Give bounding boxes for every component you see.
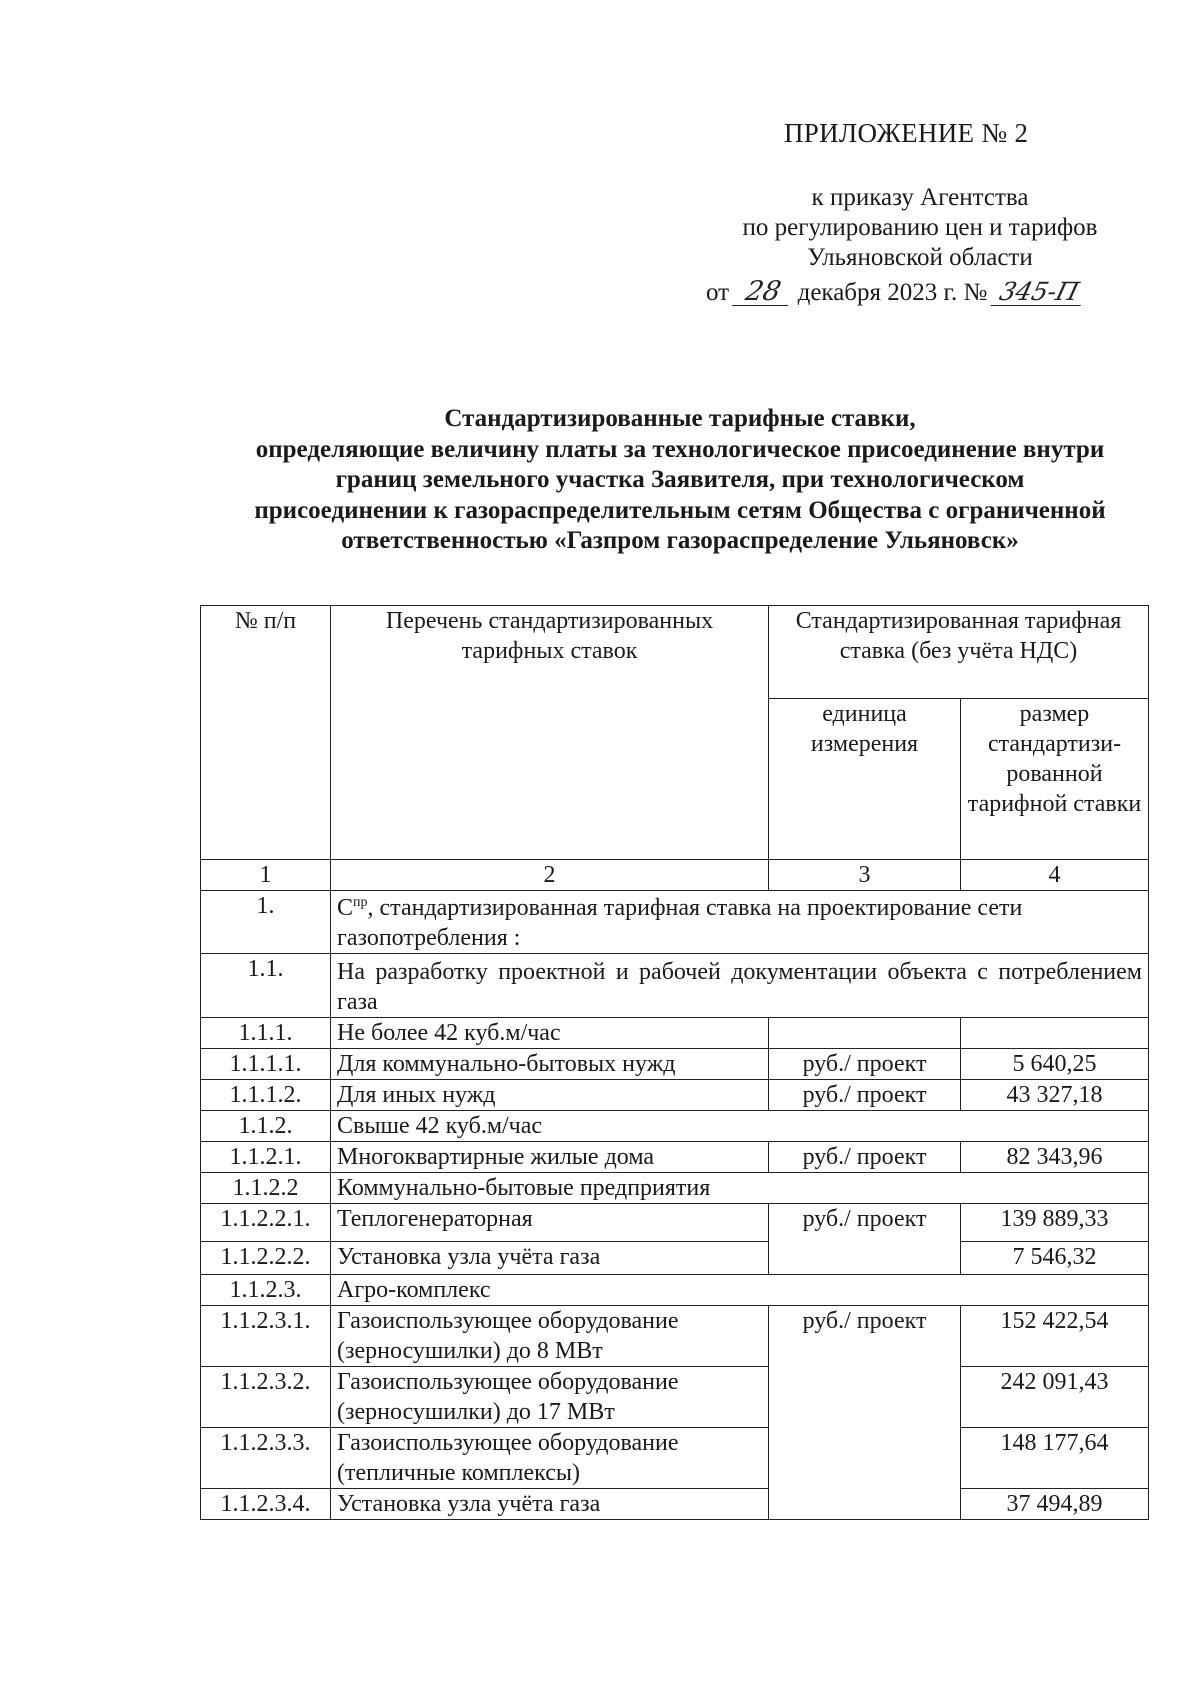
header-size: размер стандартизи- рованной тарифной ставки bbox=[961, 699, 1149, 860]
title-line2: определяющие величину платы за технологическое присоединение внутри bbox=[255, 435, 1105, 463]
row-unit: руб./ проект bbox=[769, 1080, 961, 1111]
column-number-row bbox=[201, 860, 1149, 891]
row-value: 5 640,25 bbox=[961, 1049, 1149, 1080]
row-value: 37 494,89 bbox=[961, 1489, 1149, 1520]
header-unit: единица измерения bbox=[769, 699, 961, 860]
order-date-line bbox=[706, 276, 1084, 307]
row-name: Газоиспользующее оборудование (тепличные комплексы) bbox=[331, 1428, 769, 1489]
table-row bbox=[201, 1111, 1149, 1142]
row-num: 1.1.2. bbox=[201, 1111, 331, 1142]
row-num: 1.1.2.3. bbox=[201, 1275, 331, 1306]
sec1-c: С bbox=[337, 895, 354, 921]
row-name: Установка узла учёта газа bbox=[331, 1242, 769, 1275]
table-row bbox=[201, 1489, 1149, 1520]
row-name: Не более 42 куб.м/час bbox=[331, 1018, 769, 1049]
handwritten-day: 28 bbox=[732, 279, 794, 306]
row-num: 1.1. bbox=[201, 954, 331, 1018]
sec1-body: , стандартизированная тарифная ставка на проектирование сети газопотребления : bbox=[337, 895, 1023, 951]
row-name: Агро-комплекс bbox=[331, 1275, 1149, 1306]
row-num: 1.1.2.3.4. bbox=[201, 1489, 331, 1520]
header-list: Перечень стандартизированных тарифных ставок bbox=[331, 606, 769, 860]
row-name: Для иных нужд bbox=[331, 1080, 769, 1111]
section-11-text: На разработку проектной и рабочей документации объекта с потреблением газа bbox=[331, 954, 1149, 1018]
row-name: Установка узла учёта газа bbox=[331, 1489, 769, 1520]
row-unit: руб./ проект bbox=[769, 1049, 961, 1080]
row-name: Газоиспользующее оборудование (зерносушилки) до 8 МВт bbox=[331, 1306, 769, 1367]
row-value: 82 343,96 bbox=[961, 1142, 1149, 1173]
table-row bbox=[201, 1049, 1149, 1080]
table-row bbox=[201, 1173, 1149, 1204]
row-num: 1.1.2.3.2. bbox=[201, 1367, 331, 1428]
order-reference bbox=[690, 183, 1150, 273]
table-row bbox=[201, 1018, 1149, 1049]
colnum-4: 4 bbox=[961, 860, 1149, 891]
colnum-1: 1 bbox=[201, 860, 331, 891]
row-num: 1.1.2.2 bbox=[201, 1173, 331, 1204]
row-unit: руб./ проект bbox=[769, 1204, 961, 1275]
header-row bbox=[201, 606, 1149, 699]
row-name: Газоиспользующее оборудование (зерносушилки) до 17 МВт bbox=[331, 1367, 769, 1428]
order-ref-line2: по регулированию цен и тарифов bbox=[742, 214, 1098, 241]
row-name: Многоквартирные жилые дома bbox=[331, 1142, 769, 1173]
appendix-title: ПРИЛОЖЕНИЕ № 2 bbox=[784, 118, 1029, 148]
table-row bbox=[201, 1080, 1149, 1111]
row-num: 1.1.1. bbox=[201, 1018, 331, 1049]
title-line3: границ земельного участка Заявителя, при технологическом bbox=[335, 466, 1025, 493]
order-ref-line3: Ульяновской области bbox=[807, 244, 1033, 271]
row-name: Для коммунально-бытовых нужд bbox=[331, 1049, 769, 1080]
table-row bbox=[201, 1367, 1149, 1428]
row-num: 1.1.2.3.1. bbox=[201, 1306, 331, 1367]
header-rate: Стандартизированная тарифная ставка (без учёта НДС) bbox=[769, 606, 1149, 699]
row-num: 1. bbox=[201, 891, 331, 954]
row-value: 7 546,32 bbox=[961, 1242, 1149, 1275]
row-value: 139 889,33 bbox=[961, 1204, 1149, 1242]
colnum-3: 3 bbox=[769, 860, 961, 891]
document-title bbox=[180, 404, 1180, 557]
section-1-text bbox=[331, 891, 1149, 954]
table-row bbox=[201, 1275, 1149, 1306]
row-name: Коммунально-бытовые предприятия bbox=[331, 1173, 1149, 1204]
title-line5: ответственностью «Газпром газораспределение Ульяновск» bbox=[341, 527, 1019, 554]
title-line4: присоединении к газораспределительным сетям Общества с ограниченной bbox=[254, 496, 1106, 524]
table-row bbox=[201, 954, 1149, 1018]
sec1-sup: пр bbox=[353, 895, 368, 910]
row-num: 1.1.1.1. bbox=[201, 1049, 331, 1080]
row-value: 152 422,54 bbox=[961, 1306, 1149, 1367]
row-value bbox=[961, 1018, 1149, 1049]
row-num: 1.1.2.3.3. bbox=[201, 1428, 331, 1489]
date-rest: декабря 2023 г. № bbox=[797, 279, 988, 306]
table-row bbox=[201, 1142, 1149, 1173]
row-value: 148 177,64 bbox=[961, 1428, 1149, 1489]
row-unit: руб./ проект bbox=[769, 1142, 961, 1173]
row-value: 43 327,18 bbox=[961, 1080, 1149, 1111]
row-name: Свыше 42 куб.м/час bbox=[331, 1111, 1149, 1142]
row-unit: руб./ проект bbox=[769, 1306, 961, 1520]
date-prefix: от bbox=[706, 279, 730, 306]
row-num: 1.1.2.2.1. bbox=[201, 1204, 331, 1242]
row-unit bbox=[769, 1018, 961, 1049]
row-name: Теплогенераторная bbox=[331, 1204, 769, 1242]
table-row bbox=[201, 1204, 1149, 1242]
row-num: 1.1.2.2.2. bbox=[201, 1242, 331, 1275]
header-num: № п/п bbox=[201, 606, 331, 860]
handwritten-order-number: 345-П bbox=[990, 279, 1087, 306]
table-row bbox=[201, 891, 1149, 954]
row-num: 1.1.2.1. bbox=[201, 1142, 331, 1173]
order-ref-line1: к приказу Агентства bbox=[811, 184, 1029, 211]
row-value: 242 091,43 bbox=[961, 1367, 1149, 1428]
title-line1: Стандартизированные тарифные ставки, bbox=[444, 405, 916, 432]
table-row bbox=[201, 1242, 1149, 1275]
table-row bbox=[201, 1428, 1149, 1489]
row-num: 1.1.1.2. bbox=[201, 1080, 331, 1111]
colnum-2: 2 bbox=[331, 860, 769, 891]
table-row bbox=[201, 1306, 1149, 1367]
tariff-table bbox=[200, 605, 1149, 1520]
